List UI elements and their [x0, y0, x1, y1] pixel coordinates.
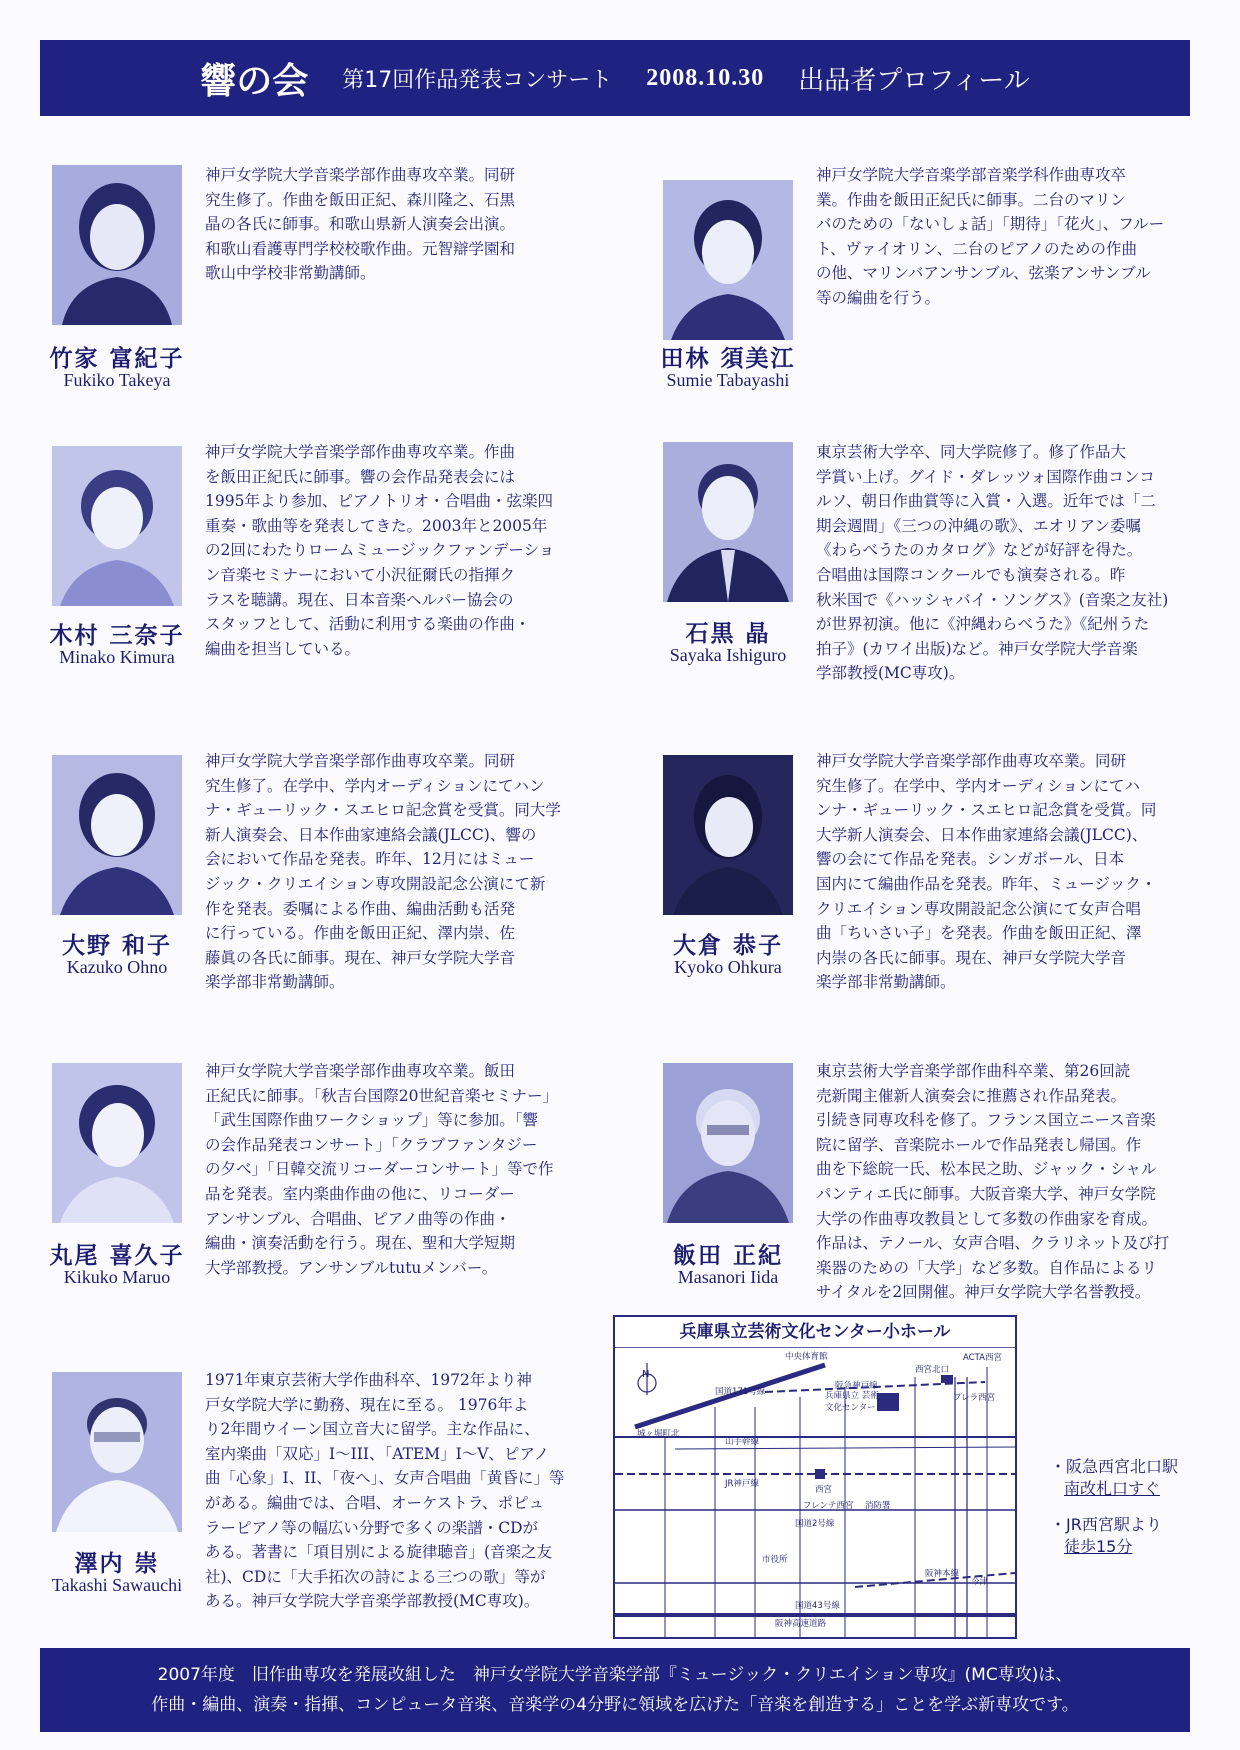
bio-line: り2年間ウイーン国立音大に留学。主な作品に、: [205, 1420, 540, 1439]
map-label: 国道171号線: [715, 1387, 766, 1397]
bio-line: 拍子》(カワイ出版)など。神戸女学院大学音楽: [816, 639, 1138, 658]
bio-line: 《わらべうたのカタログ》などが好評を得た。: [816, 541, 1143, 560]
bio-line: 重奏・歌曲等を発表してきた。2003年と2005年: [205, 516, 548, 535]
bio-line: 究生修了。在学中、学内オーディションにてハン: [205, 776, 545, 795]
bio-line: 曲「心象」I、II、「夜へ」、女声合唱曲「黄昏に」等: [205, 1469, 565, 1488]
bio-line: 楽器のための「大学」など多数。自作品によるリ: [816, 1258, 1158, 1277]
map-label: 山手幹線: [725, 1437, 760, 1447]
bio-line: 和歌山看護専門学校校歌作曲。元智辯学園和: [205, 239, 516, 258]
bio-line: 作品は、テノール、女声合唱、クラリネット及び打: [816, 1234, 1170, 1253]
profile-name-en: Takashi Sawauchi: [51, 1575, 183, 1595]
bio-line: 「武生国際作曲ワークショップ」等に参加。「響: [205, 1111, 538, 1130]
map-label: 市役所: [762, 1555, 788, 1565]
profile-bio: [205, 1059, 585, 1280]
bio-line: 神戸女学院大学音楽学部音楽学科作曲専攻卒: [816, 166, 1127, 184]
bio-line: ン音楽セミナーにおいて小沢征爾氏の指揮ク: [205, 565, 516, 584]
bio-line: 売新聞主催新人演奏会に推薦され作品発表。: [816, 1086, 1127, 1105]
profile-name-en: Kyoko Ohkura: [674, 957, 782, 977]
bio-line: パンティエ氏に師事。大阪音楽大学、神戸女学院: [816, 1184, 1156, 1203]
portrait-photo: [52, 1063, 182, 1223]
profile-name-en: Sumie Tabayashi: [666, 370, 790, 390]
profile-bio: [816, 440, 1188, 686]
bio-line: ジック・クリエイション専攻開設記念公演にて新: [205, 874, 546, 893]
bio-line: 国内にて編曲作品を発表。昨年、ミュージック・: [816, 874, 1157, 893]
bio-line: 学賞い上げ。グイド・ダレッツォ国際作曲コンコ: [816, 467, 1155, 486]
bio-line: 神戸女学院大学音楽学部作曲専攻卒業。同研: [816, 752, 1127, 770]
bio-line: 1971年東京芸術大学作曲科卒、1972年より神: [205, 1371, 532, 1389]
bio-line: 歌山中学校非常勤講師。: [205, 264, 376, 283]
profile-bio: [205, 440, 585, 661]
portrait-photo: [663, 180, 793, 340]
bio-line: 楽学部非常勤講師。: [816, 973, 956, 992]
bio-line: 編曲を担当している。: [205, 639, 361, 658]
bio-line: 業。作曲を飯田正紀氏に師事。二台のマリン: [816, 190, 1127, 209]
bio-line: クリエイション専攻開設記念公演にて女声合唱: [816, 899, 1141, 918]
map-label: 兵庫県立 芸術文化センター: [825, 1391, 879, 1413]
bio-line: アンサンブル、合唱曲、ピアノ曲等の作曲・: [205, 1209, 511, 1228]
bio-line: 神戸女学院大学音楽学部作曲専攻卒業。飯田: [205, 1062, 516, 1080]
bio-line: ラスを聴講。現在、日本音楽ヘルパー協会の: [205, 590, 514, 609]
profile-name-jp: 石黒 晶: [685, 621, 771, 647]
bio-line: 戸女学院大学に勤務、現在に至る。 1976年よ: [205, 1395, 529, 1414]
bio-line: 等の編曲を行う。: [816, 288, 941, 307]
bio-line: ンナ・ギューリック・スエヒロ記念賞を受賞。同: [816, 801, 1157, 820]
portrait-photo: [663, 755, 793, 915]
profile-name-jp: 澤内 崇: [74, 1551, 160, 1577]
bio-line: 秋米国で《ハッシャバイ・ソングス》(音楽之友社): [816, 590, 1169, 609]
section-title: 出品者プロフィール: [798, 65, 1030, 96]
profile-name-jp: 飯田 正紀: [672, 1243, 783, 1269]
profile-bio: [205, 1368, 585, 1614]
profile-name-en: Sayaka Ishiguro: [669, 645, 787, 665]
map-label: 西宮北口: [915, 1365, 950, 1375]
bio-line: を飯田正紀氏に師事。響の会作品発表会には: [205, 467, 516, 486]
bio-line: の会作品発表コンサート」「クラブファンタジー: [205, 1135, 538, 1154]
bio-line: 引続き同専攻科を修了。フランス国立ニース音楽: [816, 1111, 1156, 1130]
bio-line: ある。神戸女学院大学音楽学部教授(MC専攻)。: [205, 1592, 540, 1611]
profile-bio: [816, 749, 1188, 995]
bio-line: の夕べ」「日韓交流リコーダーコンサート」等で作: [205, 1160, 554, 1179]
bio-line: 品を発表。室内楽曲作曲の他に、リコーダー: [205, 1184, 515, 1203]
bio-line: ト、ヴァイオリン、二台のピアノのための作曲: [816, 239, 1138, 258]
map-label: 西宮: [815, 1485, 833, 1495]
bio-line: 院に留学、音楽院ホールで作品発表し帰国。作: [816, 1135, 1142, 1154]
map-label: JR神戸線: [725, 1479, 759, 1489]
portrait-photo: [663, 442, 793, 602]
portrait-photo: [52, 165, 182, 325]
bio-line: 内崇の各氏に師事。現在、神戸女学院大学音: [816, 948, 1127, 967]
portrait-photo: [52, 1372, 182, 1532]
portrait-photo: [52, 755, 182, 915]
concert-date: 2008.10.30: [646, 64, 765, 91]
map-label: 中央体育館: [785, 1352, 828, 1362]
bio-line: 究生修了。作曲を飯田正紀、森川隆之、石黒: [205, 190, 516, 209]
map-label: 阪神高速道路: [775, 1619, 827, 1629]
profile-name-jp: 丸尾 喜久子: [49, 1243, 185, 1269]
bio-line: 室内楽曲「双応」I〜III、「ATEM」I〜V、ピアノ: [205, 1444, 550, 1463]
bio-line: の2回にわたりロームミュージックファンデーショ: [205, 541, 555, 560]
bio-line: 曲「ちいさい子」を発表。作曲を飯田正紀、澤: [816, 924, 1142, 943]
bio-line: 期会週間」《三つの沖縄の歌》、エオリアン委嘱: [816, 516, 1141, 535]
bio-line: がある。編曲では、合唱、オーケストラ、ポピュ: [205, 1493, 545, 1512]
footer-line-1: 2007年度 旧作曲専攻を発展改組した 神戸女学院大学音楽学部『ミュージック・クリエイション専攻』(MC専攻)は、: [157, 1665, 1073, 1685]
map-label: プレラ西宮: [953, 1393, 996, 1403]
bio-line: バのための「ないしょ話」「期待」「花火」、フルー: [816, 215, 1165, 234]
bio-line: 新人演奏会、日本作曲家連絡会議(JLCC)、響の: [205, 825, 537, 844]
profile-name-en: Fukiko Takeya: [63, 370, 171, 390]
bio-line: 1995年より参加、ピアノトリオ・合唱曲・弦楽四: [205, 492, 554, 511]
bio-line: スタッフとして、活動に利用する楽曲の作曲・: [205, 615, 531, 634]
profile-bio: [816, 1059, 1188, 1305]
profile-name-jp: 大野 和子: [61, 933, 172, 959]
profile-name-en: Minako Kimura: [59, 647, 175, 667]
bio-line: ナ・ギューリック・スエヒロ記念賞を受賞。同大学: [205, 801, 561, 820]
bio-line: ルソ、朝日作曲賞等に入賞・入選。近年では「二: [816, 492, 1156, 511]
map-label: フレンテ西宮: [803, 1501, 854, 1511]
portrait-photo: [52, 446, 182, 606]
bio-line: サイタルを2回開催。神戸女学院大学名誉教授。: [816, 1283, 1151, 1302]
bio-line: 学部教授(MC専攻)。: [816, 664, 965, 683]
concert-title: 響の会: [200, 60, 309, 102]
header-banner: [40, 40, 1190, 116]
footer-line-2: 作曲・編曲、演奏・指揮、コンピュータ音楽、音楽学の4分野に領域を広げた「音楽を創造する」ことを学ぶ新専攻です。: [151, 1695, 1079, 1715]
bio-line: 神戸女学院大学音楽学部作曲専攻卒業。同研: [205, 166, 516, 184]
bio-line: 響の会にて作品を発表。シンガポール、日本: [816, 850, 1125, 869]
access-line: 徒歩15分: [1064, 1537, 1133, 1556]
bio-line: 楽学部非常勤講師。: [205, 973, 345, 992]
map-label: 国道43号線: [795, 1601, 840, 1611]
map-label: ACTA西宮: [963, 1353, 1002, 1363]
bio-line: 作を発表。委嘱による作曲、編曲活動も活発: [205, 899, 516, 918]
profile-bio: [205, 749, 585, 995]
map-label: N: [642, 1369, 650, 1380]
profile-name-jp: 田林 須美江: [660, 346, 796, 372]
bio-line: 究生修了。在学中、学内オーディションにてハ: [816, 776, 1140, 795]
portrait-photo: [663, 1063, 793, 1223]
profile-name-jp: 木村 三奈子: [49, 623, 185, 649]
access-line: ・JR西宮駅より: [1050, 1515, 1162, 1534]
bio-line: 編曲・演奏活動を行う。現在、聖和大学短期: [205, 1234, 516, 1253]
map-label: 阪急神戸線: [835, 1381, 878, 1391]
concert-subtitle: 第17回作品発表コンサート: [342, 67, 613, 93]
bio-line: が世界初演。他に《沖縄わらべうた》《紀州うた: [816, 615, 1150, 634]
profile-name-en: Masanori Iida: [677, 1267, 779, 1287]
access-info: [1050, 1456, 1178, 1558]
bio-line: 正紀氏に師事。「秋吉台国際20世紀音楽セミナー」: [205, 1086, 558, 1105]
map-label: 城ヶ堀町北: [637, 1429, 680, 1439]
profile-name-en: Kazuko Ohno: [66, 957, 168, 977]
footer-banner: [40, 1648, 1190, 1732]
profile-bio: [816, 163, 1188, 311]
bio-line: 大学の作曲専攻教員として多数の作曲家を育成。: [816, 1209, 1158, 1228]
bio-line: 会において作品を発表。昨年、12月にはミュー: [205, 850, 535, 869]
profile-name-en: Kikuko Maruo: [63, 1267, 171, 1287]
venue-map: [613, 1315, 1017, 1639]
map-label: 阪神本線: [925, 1569, 960, 1579]
bio-line: 大学部教授。アンサンブルtutuメンバー。: [205, 1258, 498, 1277]
bio-line: 神戸女学院大学音楽学部作曲専攻卒業。同研: [205, 752, 516, 770]
access-line: 南改札口すぐ: [1064, 1479, 1161, 1498]
bio-line: 東京芸術大学音楽学部作曲科卒業、第26回読: [816, 1062, 1131, 1080]
bio-line: 曲を下総皖一氏、松本民之助、ジャック・シャル: [816, 1160, 1157, 1179]
bio-line: 神戸女学院大学音楽学部作曲専攻卒業。作曲: [205, 443, 516, 461]
bio-line: 藤眞の各氏に師事。現在、神戸女学院大学音: [205, 948, 516, 967]
bio-line: ある。著書に「項目別による旋律聴音」(音楽之友: [205, 1543, 553, 1562]
profile-name-jp: 竹家 富紀子: [49, 346, 185, 372]
profile-name-jp: 大倉 恭子: [672, 933, 783, 959]
bio-line: 大学新人演奏会、日本作曲家連絡会議(JLCC)、: [816, 825, 1148, 844]
map-label: 今津: [971, 1577, 989, 1587]
bio-line: 合唱曲は国際コンクールでも演奏される。昨: [816, 565, 1126, 584]
profile-bio: [205, 163, 585, 286]
bio-line: ラーピアノ等の幅広い分野で多くの楽譜・CDが: [205, 1518, 539, 1537]
map-label: 消防署: [865, 1501, 891, 1511]
map-label: 国道2号線: [795, 1519, 835, 1529]
access-line: ・阪急西宮北口駅: [1050, 1457, 1179, 1476]
map-title: 兵庫県立芸術文化センター小ホール: [679, 1322, 951, 1342]
bio-line: に行っている。作曲を飯田正紀、澤内崇、佐: [205, 924, 516, 943]
bio-line: 晶の各氏に師事。和歌山県新人演奏会出演。: [205, 215, 516, 234]
bio-line: 東京芸術大学卒、同大学院修了。修了作品大: [816, 443, 1127, 461]
bio-line: の他、マリンバアンサンブル、弦楽アンサンブル: [816, 264, 1151, 283]
bio-line: 社)、CDに「大手拓次の詩による三つの歌」等が: [205, 1567, 546, 1586]
